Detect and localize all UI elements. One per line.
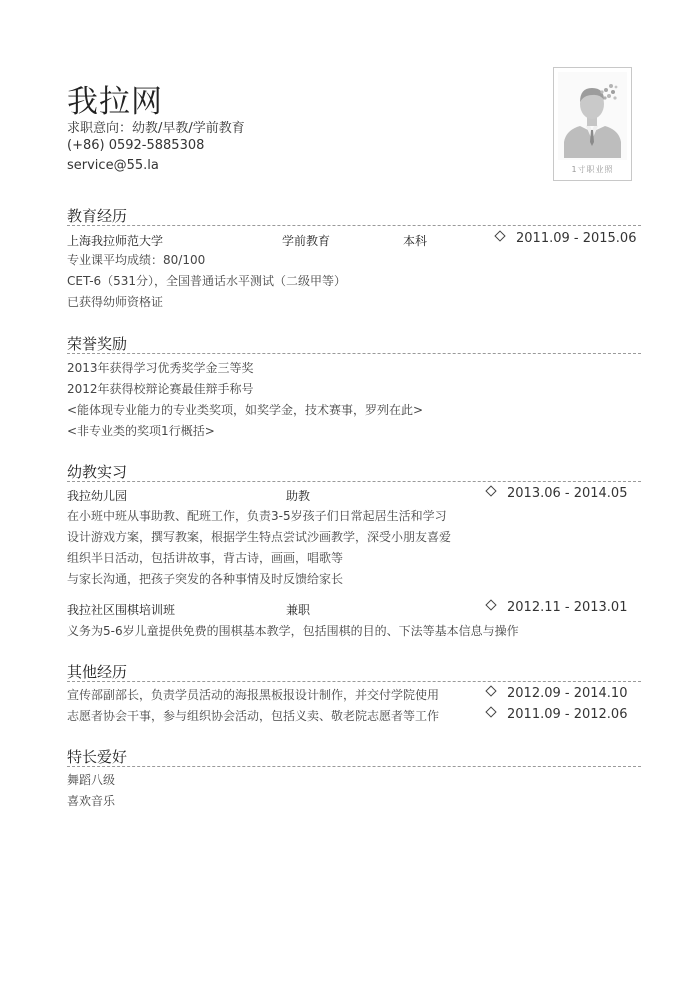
- job-role: 兼职: [286, 603, 311, 617]
- photo-area: [558, 72, 627, 160]
- job-line: 在小班中班从事助教、配班工作，负责3-5岁孩子们日常起居生活和学习: [67, 509, 447, 523]
- diamond-icon: [485, 706, 496, 717]
- photo-placeholder: [553, 67, 632, 181]
- job-date: [487, 486, 627, 501]
- date-text: 2012.09 - 2014.10: [507, 686, 628, 701]
- other-item-text: 志愿者协会干事，参与组织协会活动，包括义卖、敬老院志愿者等工作: [67, 709, 440, 723]
- email-address: service@55.la: [67, 158, 159, 173]
- job-date: [487, 600, 627, 615]
- job-line: 组织半日活动，包括讲故事，背古诗，画画，唱歌等: [67, 551, 344, 565]
- diamond-icon: [485, 685, 496, 696]
- major: 学前教育: [282, 234, 331, 248]
- date-text: 2012.11 - 2013.01: [507, 600, 628, 615]
- education-line: CET-6（531分），全国普通话水平测试（二级甲等）: [67, 274, 347, 288]
- school-name: 上海我拉师范大学: [67, 234, 164, 248]
- honor-line: 2012年获得校辩论赛最佳辩手称号: [67, 382, 254, 396]
- section-title-other: 其他经历: [67, 663, 128, 681]
- section-divider: [67, 225, 641, 226]
- diamond-icon: [485, 599, 496, 610]
- job-intent: 求职意向：幼教/早教/学前教育: [67, 121, 245, 136]
- section-title-internship: 幼教实习: [67, 463, 128, 481]
- hobby-line: 舞蹈八级: [67, 773, 116, 787]
- section-title-education: 教育经历: [67, 207, 128, 225]
- other-item-date: [487, 686, 627, 701]
- honor-line: <能体现专业能力的专业类奖项，如奖学金，技术赛事，罗列在此>: [67, 403, 424, 417]
- job-org: 我拉社区围棋培训班: [67, 603, 176, 617]
- education-date: [496, 231, 636, 246]
- date-text: 2013.06 - 2014.05: [507, 486, 628, 501]
- date-text: 2011.09 - 2012.06: [507, 707, 628, 722]
- person-silhouette-icon: [558, 72, 627, 160]
- job-line: 与家长沟通，把孩子突发的各种事情及时反馈给家长: [67, 572, 344, 586]
- job-org: 我拉幼儿园: [67, 489, 128, 503]
- job-line: 设计游戏方案，撰写教案，根据学生特点尝试沙画教学，深受小朋友喜爱: [67, 530, 452, 544]
- degree: 本科: [403, 234, 428, 248]
- honor-line: <非专业类的奖项1行概括>: [67, 424, 215, 438]
- education-line: 已获得幼师资格证: [67, 295, 164, 309]
- other-item-date: [487, 707, 627, 722]
- job-role: 助教: [286, 489, 311, 503]
- job-line: 义务为5-6岁儿童提供免费的围棋基本教学，包括围棋的目的、下法等基本信息与操作: [67, 624, 519, 638]
- other-item-text: 宣传部副部长，负责学员活动的海报黑板报设计制作，并交付学院使用: [67, 688, 440, 702]
- section-divider: [67, 681, 641, 682]
- phone-number: (+86) 0592-5885308: [67, 138, 205, 153]
- honor-line: 2013年获得学习优秀奖学金三等奖: [67, 361, 254, 375]
- section-title-honors: 荣誉奖励: [67, 335, 128, 353]
- candidate-name: 我拉网: [67, 84, 163, 120]
- section-divider: [67, 766, 641, 767]
- section-title-hobbies: 特长爱好: [67, 748, 128, 766]
- section-divider: [67, 481, 641, 482]
- hobby-line: 喜欢音乐: [67, 794, 116, 808]
- photo-caption: 1寸职业照: [571, 165, 614, 174]
- diamond-icon: [494, 230, 505, 241]
- date-text: 2011.09 - 2015.06: [516, 231, 637, 246]
- diamond-icon: [485, 485, 496, 496]
- section-divider: [67, 353, 641, 354]
- education-line: 专业课平均成绩：80/100: [67, 253, 206, 267]
